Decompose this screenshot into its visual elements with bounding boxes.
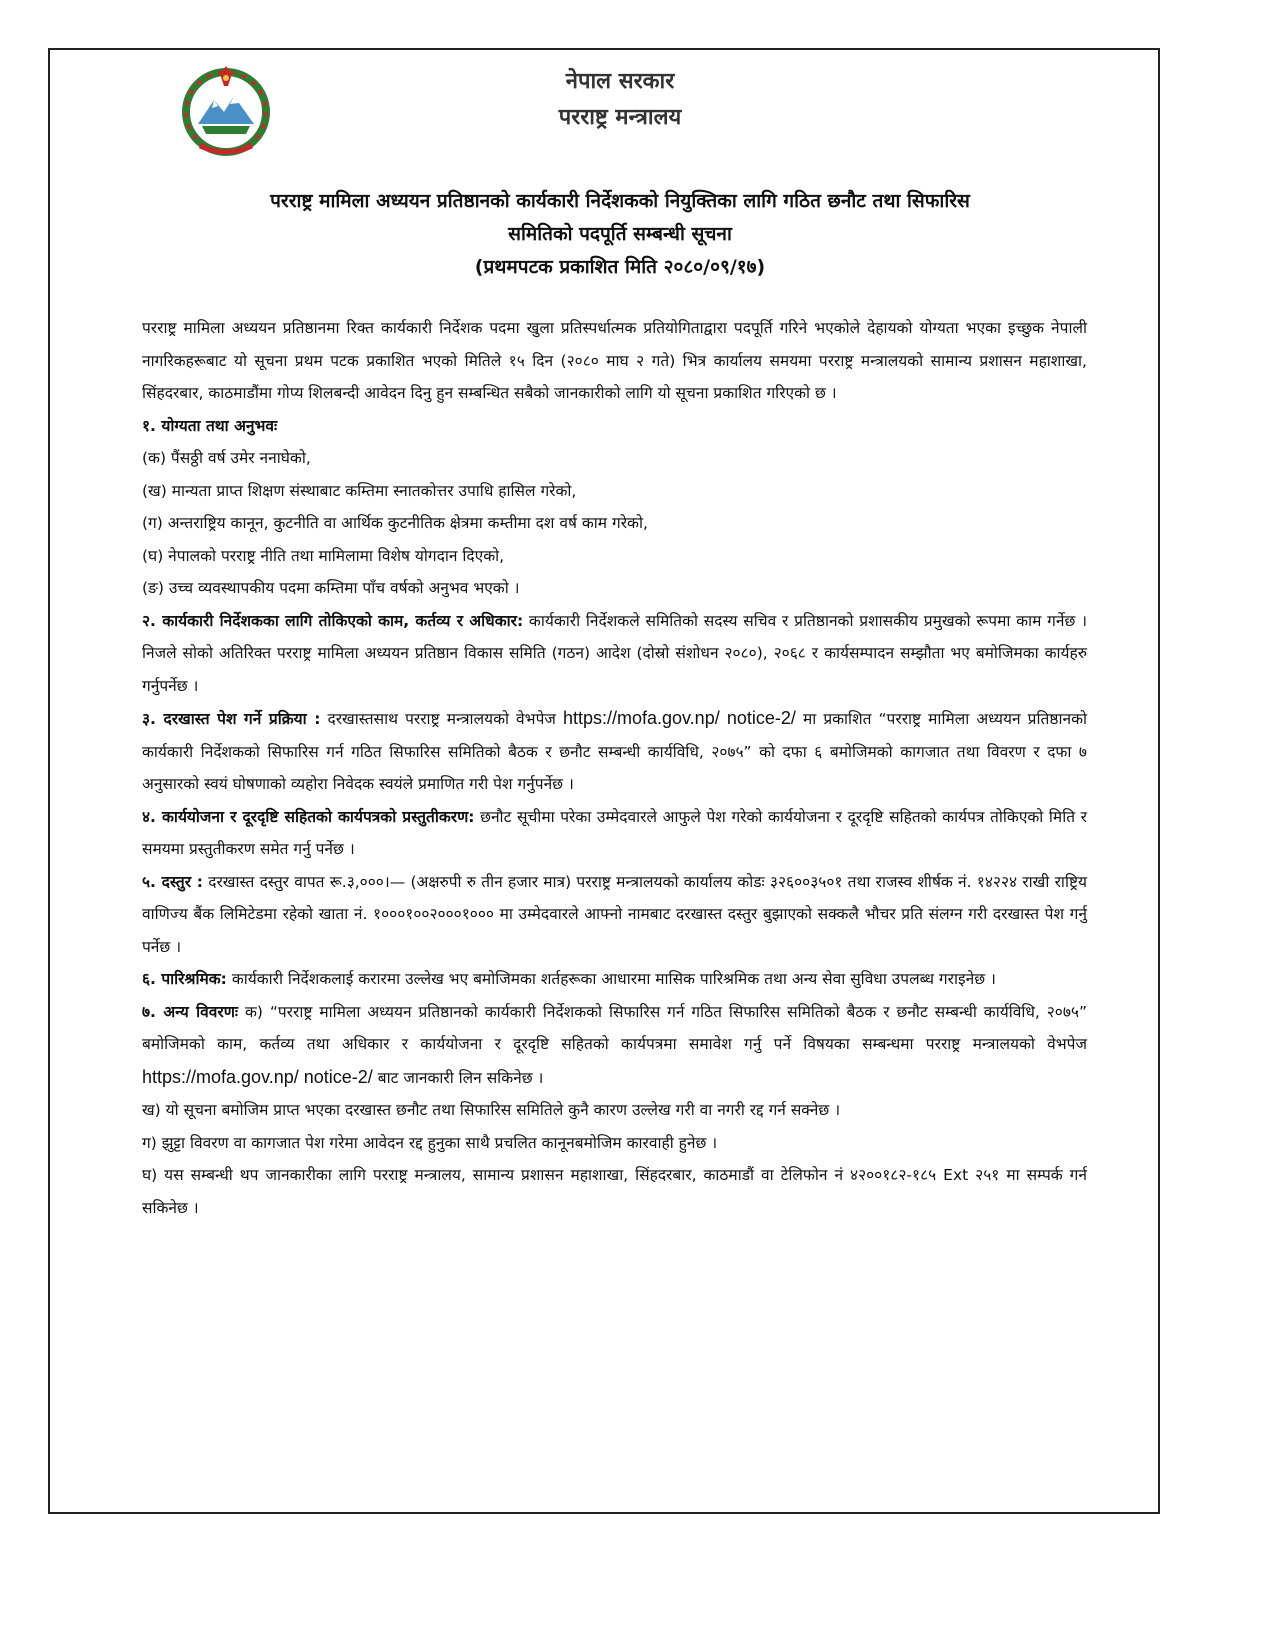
section-7a <box>142 996 1087 1095</box>
section-5-text: दरखास्त दस्तुर वापत रू.३,०००।— (अक्षरुपी रु तीन हजार मात्र) परराष्ट्र मन्त्रालयको कार्यालय कोडः ३२६००३५०१ तथा राजस्व शीर्षक नं. १४२२४ राखी राष्ट्रिय वाणिज्य बैंक लिमिटेडमा रहेको खाता नं. १०००१००२०००१००० मा उम्मेदवारले आफ्नो नामबाट दरखास्त दस्तुर बुझाएको सक्कलै भौचर प्रति संलग्न गरी दरखास्त पेश गर्नु पर्नेछ । <box>142 872 1087 956</box>
section-3-text-a: दरखास्तसाथ परराष्ट्र मन्त्रालयको वेभपेज <box>320 710 563 728</box>
section-4 <box>142 801 1087 866</box>
notice-title-line-2: समितिको पदपूर्ति सम्बन्धी सूचना <box>508 223 732 245</box>
section-7b: ख) यो सूचना बमोजिम प्राप्त भएका दरखास्त छनौट तथा सिफारिस समितिले कुनै कारण उल्लेख गरी वा नगरी रद्द गर्न सक्नेछ । <box>142 1101 841 1119</box>
section-7c: ग) झुट्टा विवरण वा कागजात पेश गरेमा आवेदन रद्द हुनुका साथै प्रचलित कानूनबमोजिम कारवाही हुनेछ । <box>142 1133 718 1152</box>
section-3-text-b: मा प्रकाशित “परराष्ट्र मामिला अध्ययन प्रतिष्ठानको कार्यकारी निर्देशकको सिफारिस गर्न गठित सिफारिस समितिको बैठक र छनौट सम्बन्धी कार्यविधि, २०७५” को दफा ६ बमोजिमको कागजात तथा विवरण र दफा ७ अनुसारको स्वयं घोषणाको व्यहोरा निवेदक स्वयंले प्रमाणित गरी पेश गर्नुपर्नेछ । <box>142 710 1087 793</box>
section-7a-text: क) “परराष्ट्र मामिला अध्ययन प्रतिष्ठानको कार्यकारी निर्देशकको सिफारिस गर्न गठित सिफारिस समितिको बैठक र छनौट सम्बन्धी कार्यविधि, २०७५” बमोजिमको काम, कर्तव्य तथा अधिकार र कार्ययोजना र दूरदृष्टि सहितको कार्यपत्रमा समावेश गर्नु पर्ने विषयका सम्बन्धमा परराष्ट्र मन्त्रालयको वेभपेज <box>142 1002 1087 1053</box>
mofa-notice-link[interactable]: https://mofa.gov.np/ notice-2/ <box>562 708 796 728</box>
qualification-item: (घ) नेपालको परराष्ट्र नीति तथा मामिलामा विशेष योगदान दिएको, <box>142 546 505 565</box>
section-7-heading: ७. अन्य विवरणः <box>142 1002 239 1021</box>
section-7d: घ) यस सम्बन्धी थप जानकारीका लागि परराष्ट्र मन्त्रालय, सामान्य प्रशासन महाशाखा, सिंहदरबार, काठमाडौं वा टेलिफोन नं ४२००१८२-१८५ Ext २५१ मा सम्पर्क गर्न सकिनेछ । <box>142 1166 1087 1217</box>
section-4-heading: ४. कार्ययोजना र दूरदृष्टि सहितको कार्यपत्रको प्रस्तुतीकरण: <box>142 807 475 826</box>
section-6 <box>142 963 1087 996</box>
section-7a-text-b: बाट जानकारी लिन सकिनेछ । <box>372 1068 544 1087</box>
publication-date: (प्रथमपटक प्रकाशित मिति २०८०/०९/१७) <box>474 256 766 278</box>
qualification-item: (ङ) उच्च व्यवस्थापकीय पदमा कम्तिमा पाँच वर्षको अनुभव भएको । <box>142 579 520 597</box>
government-name: नेपाल सरकार <box>565 69 675 94</box>
qualification-item: (ख) मान्यता प्राप्त शिक्षण संस्थाबाट कम्तिमा स्नातकोत्तर उपाधि हासिल गरेको, <box>142 481 577 500</box>
section-6-heading: ६. पारिश्रमिक: <box>142 970 227 988</box>
section-1-heading: १. योग्यता तथा अनुभवः <box>142 416 278 435</box>
notice-body <box>142 312 1087 1224</box>
nepal-emblem-icon <box>178 62 274 158</box>
section-5-heading: ५. दस्तुर : <box>142 872 203 891</box>
section-4-text: छनौट सूचीमा परेका उम्मेदवारले आफुले पेश गरेको कार्ययोजना र दूरदृष्टि सहितको कार्यपत्र तोकिएको मिति र समयमा प्रस्तुतीकरण समेत गर्नु पर्नेछ । <box>142 807 1087 858</box>
section-2 <box>142 605 1087 703</box>
mofa-notice-link[interactable]: https://mofa.gov.np/ notice-2/ <box>142 1066 373 1087</box>
intro-paragraph: परराष्ट्र मामिला अध्ययन प्रतिष्ठानमा रिक्त कार्यकारी निर्देशक पदमा खुला प्रतिस्पर्धात्मक प्रतियोगिताद्वारा पदपूर्ति गरिने भएकोले देहायको योग्यता भएका इच्छुक नेपाली नागरिकहरूबाट यो सूचना प्रथम पटक प्रकाशित भएको मितिले १५ दिन (२०८० माघ २ गते) भित्र कार्यालय समयमा परराष्ट्र मन्त्रालयको सामान्य प्रशासन महाशाखा, सिंहदरबार, काठमाडौंमा गोप्य शिलबन्दी आवेदन दिनु हुन सम्बन्धित सबैको जानकारीको लागि यो सूचना प्रकाशित गरिएको छ । <box>142 319 1087 402</box>
section-2-heading: २. कार्यकारी निर्देशकका लागि तोकिएको काम, कर्तव्य र अधिकार: <box>142 611 524 630</box>
qualification-item: (क) पैंसठ्ठी वर्ष उमेर ननाघेको, <box>142 449 311 467</box>
section-6-text: कार्यकारी निर्देशकलाई करारमा उल्लेख भए बमोजिमका शर्तहरूका आधारमा मासिक पारिश्रमिक तथा अन्य सेवा सुविधा उपलब्ध गराइनेछ । <box>226 970 996 988</box>
qualification-item: (ग) अन्तराष्ट्रिय कानून, कुटनीति वा आर्थिक कुटनीतिक क्षेत्रमा कम्तीमा दश वर्ष काम गरेको, <box>142 514 648 532</box>
section-3 <box>142 702 1087 801</box>
section-5 <box>142 866 1087 964</box>
section-3-heading: ३. दरखास्त पेश गर्ने प्रक्रिया : <box>142 710 321 728</box>
notice-title-line-1: परराष्ट्र मामिला अध्ययन प्रतिष्ठानको कार्यकारी निर्देशकको नियुक्तिका लागि गठित छनौट तथा सिफारिस <box>270 190 970 212</box>
section-2-text: कार्यकारी निर्देशकले समितिको सदस्य सचिव र प्रतिष्ठानको प्रशासकीय प्रमुखको रूपमा काम गर्नेछ । निजले सोको अतिरिक्त परराष्ट्र मामिला अध्ययन प्रतिष्ठान विकास समिति (गठन) आदेश (दोस्रो संशोधन २०८०), २०६८ र कार्यसम्पादन सम्झौता भए बमोजिमका कार्यहरु गर्नुपर्नेछ । <box>142 611 1087 695</box>
ministry-name: परराष्ट्र मन्त्रालय <box>558 105 682 130</box>
